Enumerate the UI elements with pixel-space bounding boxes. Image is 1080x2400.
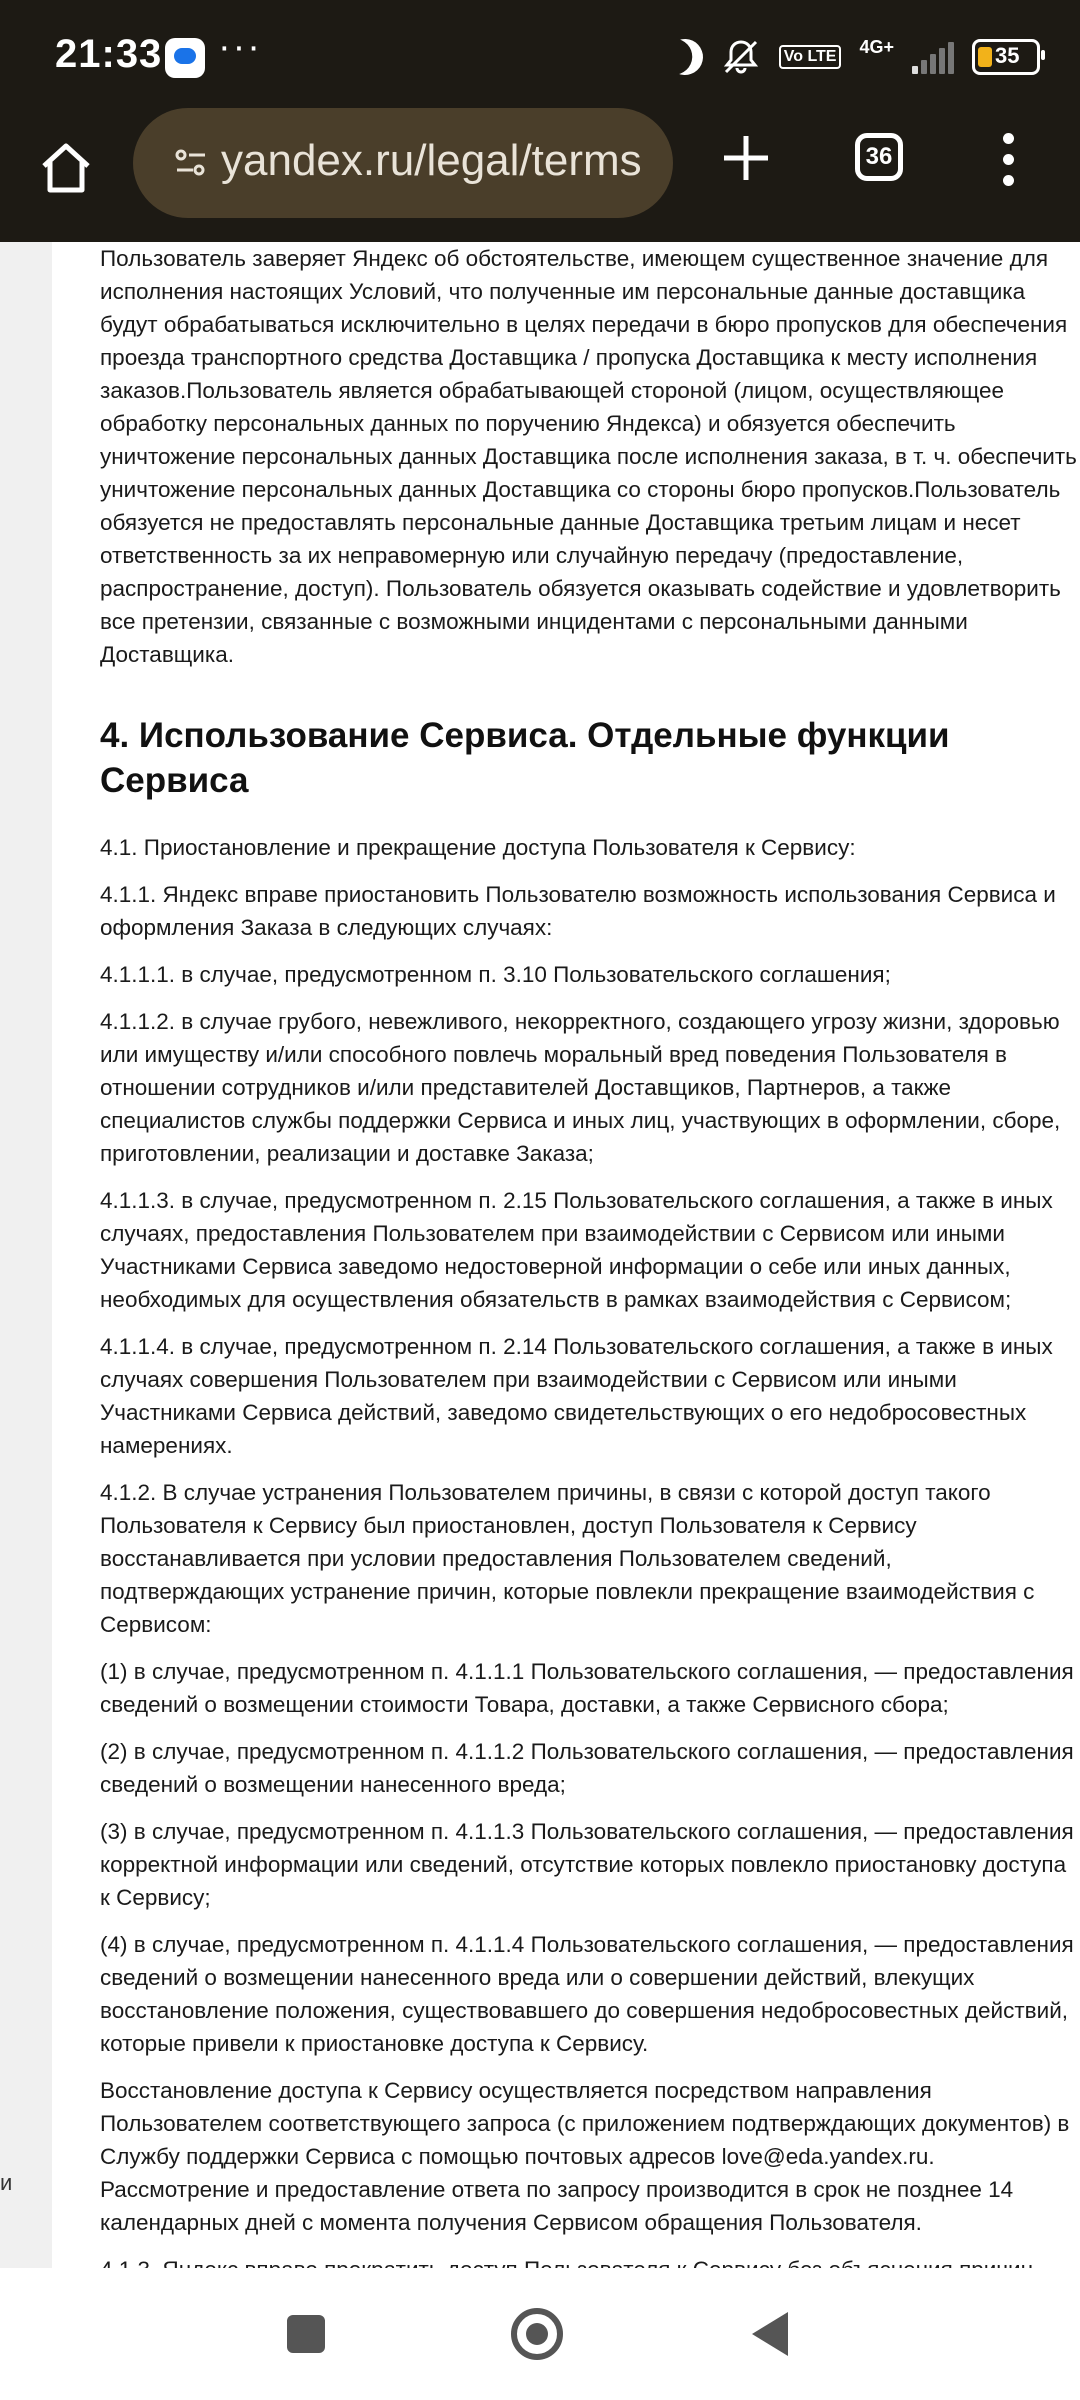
tune-icon[interactable] xyxy=(175,148,207,178)
address-bar[interactable] xyxy=(133,108,673,218)
battery-icon xyxy=(972,39,1040,75)
status-bar xyxy=(0,0,1080,115)
system-nav-bar xyxy=(0,2268,1080,2400)
home-circle-icon[interactable] xyxy=(511,2308,563,2360)
paragraph: 4.1.1.2. в случае грубого, невежливого, некорректного, создающего угрозу жизни, здоровью или имуществу и/или способного повлечь моральный вред поведения Пользователя в отношении сотрудников и/или представителей Доставщиков, Партнеров, а также специалистов службы поддержки Сервиса и иных лиц, участвующих в оформлении, сборе, приготовлении, реализации и доставке Заказа; xyxy=(100,1009,1061,1166)
home-button[interactable] xyxy=(36,138,96,198)
side-panel-edge xyxy=(0,242,52,2268)
tabs-button[interactable]: 36 xyxy=(855,133,903,181)
paragraph: (3) в случае, предусмотренном п. 4.1.1.3 Пользовательского соглашения, — предоставления корректной информации или сведений, отсутствие которых повлекло приостановку доступа к Сервису; xyxy=(100,1819,1074,1910)
paragraph: 4.1.1. Яндекс вправе приостановить Пользователю возможность использования Сервиса и оформления Заказа в следующих случаях: xyxy=(100,882,1056,940)
network-type: 4G+ xyxy=(859,37,894,57)
top-bar xyxy=(0,0,1080,242)
bell-off-icon xyxy=(721,37,761,77)
recents-square-icon[interactable] xyxy=(287,2315,325,2353)
more-notifications-icon: ··· xyxy=(218,26,262,68)
url-text[interactable]: yandex.ru/legal/terms xyxy=(221,136,642,185)
paragraph: (2) в случае, предусмотренном п. 4.1.1.2 Пользовательского соглашения, — предоставления сведений о возмещении нанесенного вреда; xyxy=(100,1739,1074,1797)
paragraph: 4.1.2. В случае устранения Пользователем причины, в связи с которой доступ такого Пользователя к Сервису был приостановлен, доступ Пользователя к Сервису восстанавливается при условии предоставления Пользователем сведений, подтверждающих устранение причин, которые повлекли прекращение взаимодействия с Сервисом: xyxy=(100,1480,1035,1637)
plus-icon xyxy=(718,130,774,186)
paragraph: 4.1.1.3. в случае, предусмотренном п. 2.15 Пользовательского соглашения, а также в иных случаях, предоставления Пользователем при взаимодействии с Сервисом или иными Участниками Сервиса заведомо недостоверной информации о себе или иных данных, необходимых для осуществления обязательств в рамках взаимодействия с Сервисом; xyxy=(100,1188,1053,1312)
article-content xyxy=(100,242,1080,2268)
paragraph: 4.1.1.1. в случае, предусмотренном п. 3.10 Пользовательского соглашения; xyxy=(100,962,891,987)
message-icon xyxy=(165,38,205,78)
intro-paragraph: Пользователь заверяет Яндекс об обстоятельстве, имеющем существенное значение для исполнения настоящих Условий, что полученные им персональные данные доставщика будут обрабатываться исключительно в целях передачи в бюро пропусков для обеспечения проезда транспортного средства Доставщика / пропуска Доставщика к месту исполнения заказов.Пользователь является обрабатывающей стороной (лицом, осуществляющее обработку персональных данных по поручению Яндекса) и обязуется обеспечить уничтожение персональных данных Доставщика после исполнения заказа, в т. ч. обеспечить уничтожение персональных данных Доставщика со стороны бюро пропусков.Пользователь обязуется не предоставлять персональные данные Доставщика третьим лицам и несет ответственность за их неправомерную или случайную передачу (предоставление, распространение, доступ). Пользователь обязуется оказывать содействие и удовлетворить все претензии, связанные с возможными инцидентами с персональными данными Доставщика. xyxy=(100,246,1077,667)
new-tab-button[interactable] xyxy=(718,130,774,186)
status-icons xyxy=(667,34,1040,80)
status-time: 21:33 xyxy=(55,32,163,76)
paragraph: 4.1.1.4. в случае, предусмотренном п. 2.14 Пользовательского соглашения, а также в иных случаях совершения Пользователем при взаимодействии с Сервисом или иными Участниками Сервиса действий, заведомо свидетельствующих о его недобросовестных намерениях. xyxy=(100,1334,1053,1458)
volte-badge: Vo LTE xyxy=(779,45,842,69)
section-heading: 4. Использование Сервиса. Отдельные функции Сервиса xyxy=(100,716,950,800)
browser-toolbar xyxy=(0,108,1080,242)
paragraph: 4.1. Приостановление и прекращение доступа Пользователя к Сервису: xyxy=(100,835,856,860)
moon-icon xyxy=(662,34,708,80)
back-triangle-icon[interactable] xyxy=(752,2312,788,2356)
paragraph: (1) в случае, предусмотренном п. 4.1.1.1 Пользовательского соглашения, — предоставления сведений о возмещении стоимости Товара, доставки, а также Сервисного сбора; xyxy=(100,1659,1074,1717)
battery-level: 35 xyxy=(995,43,1020,68)
home-icon xyxy=(36,138,96,198)
paragraph: (4) в случае, предусмотренном п. 4.1.1.4 Пользовательского соглашения, — предоставления сведений о возмещении нанесенного вреда или о совершении действий, влекущих восстановление положения, существовавшего до совершения недобросовестных действий, которые привели к приостановке доступа к Сервису. xyxy=(100,1932,1074,2056)
more-menu-button[interactable] xyxy=(1000,133,1016,189)
side-panel-fragment: и xyxy=(0,2170,13,2195)
paragraph: Восстановление доступа к Сервису осуществляется посредством направления Пользователем соответствующего запроса (с приложением подтверждающих документов) в Службу поддержки Сервиса с помощью почтовых адресов love@eda.yandex.ru. Рассмотрение и предоставление ответа по запросу производится в срок не позднее 14 календарных дней с момента получения Сервисом обращения Пользователя. xyxy=(100,2078,1070,2235)
signal-icon xyxy=(912,40,954,74)
